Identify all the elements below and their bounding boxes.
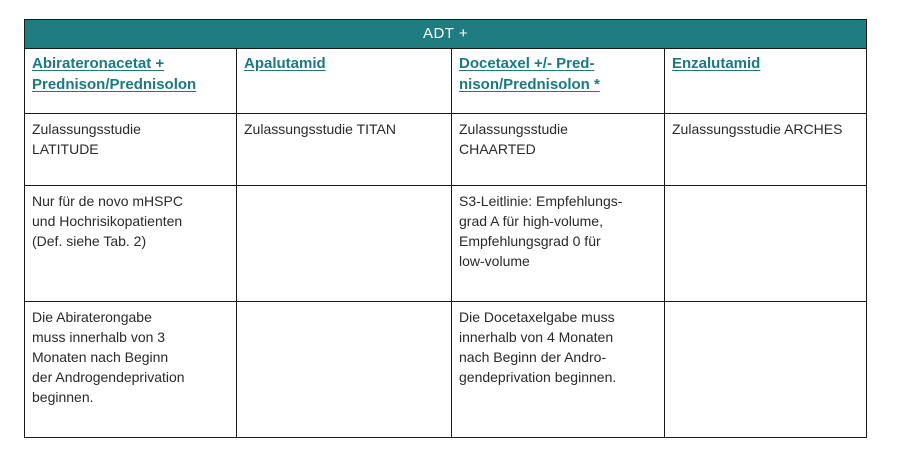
table-row <box>25 302 867 438</box>
header-label[interactable]: Enzalutamid <box>672 55 761 72</box>
table-cell <box>237 186 452 302</box>
header-cell-abirateronacetat <box>25 49 237 114</box>
header-label[interactable]: Abirateronacetat + Prednison/Prednisolon <box>32 55 197 93</box>
header-cell-apalutamid <box>237 49 452 114</box>
table-cell: Die Abiraterongabe muss innerhalb von 3 Monaten nach Beginn der Androgendeprivation beginnen. <box>25 302 237 438</box>
table-cell: Nur für de novo mHSPC und Hochrisikopatienten (Def. siehe Tab. 2) <box>25 186 237 302</box>
header-label[interactable]: Apalutamid <box>244 55 326 72</box>
table-row <box>25 186 867 302</box>
table-cell: Zulassungsstudie ARCHES <box>665 114 867 186</box>
table-cell <box>665 186 867 302</box>
therapy-comparison-table-wrapper <box>24 19 866 438</box>
banner-row <box>25 20 867 49</box>
adt-banner: ADT + <box>25 20 867 49</box>
therapy-comparison-table <box>24 19 867 438</box>
header-cell-enzalutamid <box>665 49 867 114</box>
table-cell: Zulassungsstudie CHAARTED <box>452 114 665 186</box>
table-cell <box>237 302 452 438</box>
header-cell-docetaxel <box>452 49 665 114</box>
table-cell: Zulassungsstudie LATITUDE <box>25 114 237 186</box>
header-label[interactable]: Docetaxel +/- Pred- nison/Prednisolon * <box>459 55 600 93</box>
table-cell <box>665 302 867 438</box>
table-cell: S3-Leitlinie: Empfehlungs- grad A für high-volume, Empfehlungsgrad 0 für low-volume <box>452 186 665 302</box>
table-cell: Zulassungsstudie TITAN <box>237 114 452 186</box>
header-row <box>25 49 867 114</box>
table-row <box>25 114 867 186</box>
table-cell: Die Docetaxelgabe muss innerhalb von 4 Monaten nach Beginn der Andro- gendeprivation beginnen. <box>452 302 665 438</box>
